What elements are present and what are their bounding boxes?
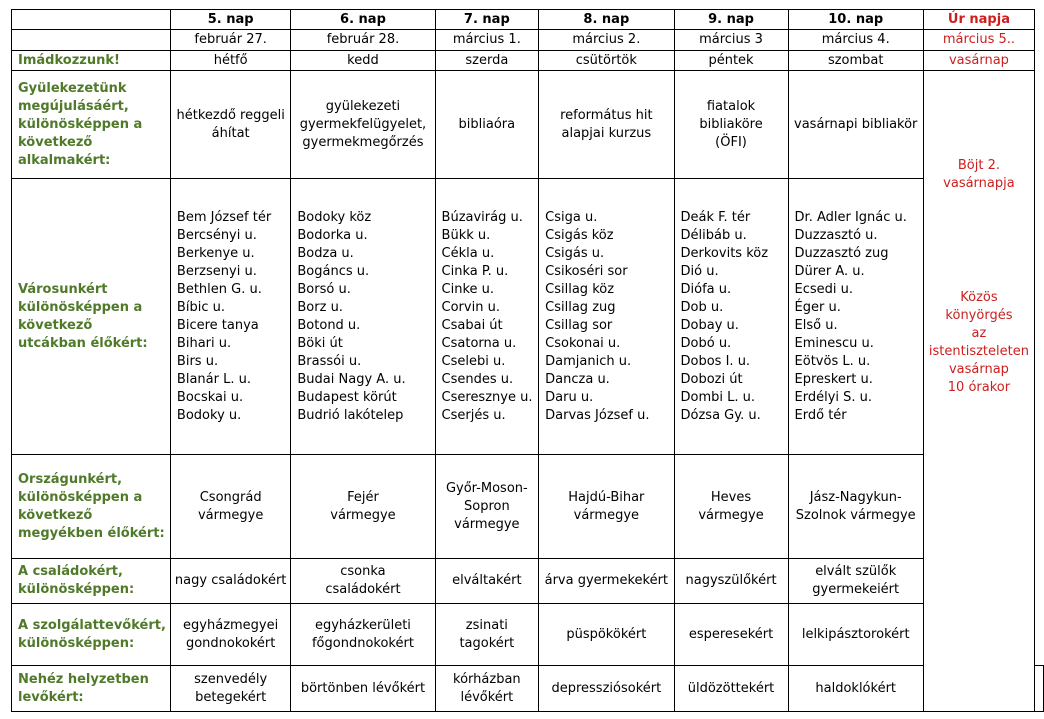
servants-label <box>12 604 171 666</box>
street-name: Budapest körút <box>297 389 397 405</box>
street-name: Cékla u. <box>441 245 495 261</box>
row-label-line: különösképpen a <box>18 299 143 315</box>
gathering-cell <box>539 71 674 179</box>
cell-line: vármegye <box>573 507 640 523</box>
joint-prayer-line: istentiszteleten <box>928 344 1029 359</box>
street-name: Borsó u. <box>297 281 351 297</box>
street-name: Erdő tér <box>794 407 847 423</box>
row-label-line: megyékben élőkért: <box>18 525 165 541</box>
day-header: 10. nap <box>788 10 923 30</box>
street-name: Budrió lakótelep <box>297 407 404 423</box>
street-name: Dr. Adler Ignác u. <box>794 209 907 225</box>
day-header: 7. nap <box>435 10 539 30</box>
cell-line: vármegye <box>454 516 520 532</box>
street-name: Daru u. <box>545 389 594 405</box>
street-name: Dancza u. <box>545 371 610 387</box>
cell-line: Jász-Nagykun- <box>809 489 902 505</box>
row-label-line: utcákban élőkért: <box>18 335 148 351</box>
date-cell: március 1. <box>435 30 539 51</box>
gathering-cell <box>170 71 290 179</box>
cell-line: alapjai kurzus <box>561 125 652 141</box>
street-name: Bocskai u. <box>176 389 244 405</box>
street-name: Deák F. tér <box>680 209 751 225</box>
street-list-cell <box>435 179 539 455</box>
gathering-cell <box>674 71 788 179</box>
row-label-line: A szolgálattevőkért, <box>18 617 166 633</box>
cell-line: főgondnokokért <box>311 635 414 651</box>
street-name: Duzzasztó zug <box>794 245 889 261</box>
cell-line: kórházban <box>453 671 521 687</box>
street-name: Csigás u. <box>545 245 605 261</box>
intro-label: Imádkozzunk! <box>12 51 171 71</box>
street-list-cell <box>291 179 435 455</box>
cell-line: gondnokokért <box>185 635 276 651</box>
cell-line: Heves <box>710 489 752 505</box>
cell-line: Győr-Moson- <box>445 480 528 496</box>
street-name: Bethlen G. u. <box>176 281 262 297</box>
street-list-cell <box>788 179 923 455</box>
hardship-cell <box>170 666 290 712</box>
street-name: Bodza u. <box>297 245 354 261</box>
joint-prayer-line: vasárnap <box>948 362 1009 377</box>
date-row-label <box>12 30 171 51</box>
street-name: Búzavirág u. <box>441 209 523 225</box>
family-cell <box>435 559 539 604</box>
street-name: Blanár L. u. <box>176 371 251 387</box>
cell-line: Hajdú-Bihar <box>568 489 645 505</box>
street-name: Csokonai u. <box>545 335 621 351</box>
row-label-line: következő <box>18 507 93 523</box>
date-cell: február 28. <box>291 30 435 51</box>
cell-line: árva gyermekekért <box>544 573 669 588</box>
sunday-last-cell <box>1035 666 1044 712</box>
servants-row <box>12 604 1044 666</box>
row-label-line: alkalmakért: <box>18 152 111 168</box>
street-name: Duzzasztó u. <box>794 227 878 243</box>
cell-line: bibliaóra <box>458 116 516 132</box>
hardship-label <box>12 666 171 712</box>
joint-prayer-line: 10 órakor <box>947 380 1011 395</box>
street-name: Első u. <box>794 317 838 333</box>
counties-row <box>12 455 1044 559</box>
street-name: Éger u. <box>794 299 841 315</box>
gatherings-row <box>12 71 1044 179</box>
street-name: Bem József tér <box>176 209 272 225</box>
cell-line: egyházkerületi <box>314 617 411 633</box>
row-label-line: különösképpen a <box>18 489 143 505</box>
joint-prayer-line: könyörgés <box>945 308 1013 323</box>
cell-line: vasárnapi bibliakör <box>794 116 918 132</box>
street-name: Bodoky köz <box>297 209 372 225</box>
street-name: Bicere tanya <box>176 317 259 333</box>
street-name: Ecsedi u. <box>794 281 854 297</box>
street-name: Csillag zug <box>545 299 616 315</box>
cell-line: elváltakért <box>452 573 522 588</box>
street-name: Csiga u. <box>545 209 598 225</box>
hardship-cell <box>788 666 923 712</box>
street-name: Damjanich u. <box>545 353 632 369</box>
row-label-line: következő <box>18 317 93 333</box>
weekday-row <box>12 51 1044 71</box>
street-name: Eötvös L. u. <box>794 353 871 369</box>
day-header: 6. nap <box>291 10 435 30</box>
cell-line: nagyszülőkért <box>685 573 777 588</box>
street-name: Csillag sor <box>545 317 613 333</box>
date-cell: március 2. <box>539 30 674 51</box>
weekday-cell: péntek <box>674 51 788 71</box>
family-cell <box>674 559 788 604</box>
street-name: Csendes u. <box>441 371 514 387</box>
cell-line: betegekért <box>195 689 267 705</box>
cell-line: püspökökért <box>566 626 647 642</box>
row-label-line: következő <box>18 134 93 150</box>
sunday-joint-prayer <box>924 289 1034 397</box>
cell-line: haldoklókért <box>815 680 897 696</box>
day-header: 9. nap <box>674 10 788 30</box>
cell-line: gyülekezeti <box>325 98 401 114</box>
street-name: Dob u. <box>680 299 724 315</box>
counties-label <box>12 455 171 559</box>
row-label-line: különösképpen: <box>18 582 135 597</box>
sunday-special-text: Böjt 2. vasárnapja <box>943 158 1015 191</box>
families-label <box>12 559 171 604</box>
cell-line: Sopron <box>463 498 510 514</box>
county-cell <box>435 455 539 559</box>
cell-line: lévőkért <box>460 689 514 705</box>
streets-label <box>12 179 171 455</box>
cell-line: csonka <box>340 564 386 579</box>
street-name: Dürer A. u. <box>794 263 865 279</box>
servant-cell <box>539 604 674 666</box>
hardship-cell <box>539 666 674 712</box>
cell-line: szenvedély <box>194 671 268 687</box>
cell-line: családokért <box>325 582 401 597</box>
county-cell <box>539 455 674 559</box>
street-name: Csigás köz <box>545 227 614 243</box>
date-cell: március 4. <box>788 30 923 51</box>
corner-cell <box>12 10 171 30</box>
street-name: Borz u. <box>297 299 343 315</box>
family-cell <box>539 559 674 604</box>
county-cell <box>674 455 788 559</box>
cell-line: gyermekmegőrzés <box>302 134 424 150</box>
cell-line: lelkipásztorokért <box>801 626 910 642</box>
street-name: Dobozi út <box>680 371 743 387</box>
street-name: Csillag köz <box>545 281 615 297</box>
street-name: Birs u. <box>176 353 219 369</box>
date-row <box>12 30 1044 51</box>
street-name: Brassói u. <box>297 353 362 369</box>
day-header: 5. nap <box>170 10 290 30</box>
street-name: Bogáncs u. <box>297 263 370 279</box>
street-name: Berkenye u. <box>176 245 255 261</box>
row-label-line: levőkért: <box>18 689 84 705</box>
weekday-cell: kedd <box>291 51 435 71</box>
hardship-cell <box>435 666 539 712</box>
date-cell: február 27. <box>170 30 290 51</box>
cell-line: vármegye <box>197 507 264 523</box>
cell-line: gyermekfelügyelet, <box>299 116 427 132</box>
gatherings-label <box>12 71 171 179</box>
cell-line: gyermekeiért <box>812 582 900 597</box>
row-label-line: megújulásáért, <box>18 98 129 114</box>
cell-line: áhítat <box>211 125 250 141</box>
cell-line: tagokért <box>459 635 515 651</box>
street-name: Budai Nagy A. u. <box>297 371 406 387</box>
row-label-line: Gyülekezetünk <box>18 80 127 96</box>
row-label-line: Városunkért <box>18 281 108 297</box>
family-cell <box>291 559 435 604</box>
cell-line: Fejér <box>347 489 379 505</box>
gathering-cell <box>291 71 435 179</box>
sunday-merged-cell <box>923 71 1034 712</box>
street-name: Epreskert u. <box>794 371 873 387</box>
weekday-cell: hétfő <box>170 51 290 71</box>
county-cell <box>788 455 923 559</box>
gathering-cell <box>435 71 539 179</box>
weekday-cell: csütörtök <box>539 51 674 71</box>
hardship-cell <box>674 666 788 712</box>
street-name: Darvas József u. <box>545 407 650 423</box>
street-name: Csatorna u. <box>441 335 517 351</box>
row-label-line: Nehéz helyzetben <box>18 671 149 687</box>
street-name: Bercsényi u. <box>176 227 257 243</box>
servant-cell <box>435 604 539 666</box>
street-name: Dobay u. <box>680 317 739 333</box>
street-name: Bodorka u. <box>297 227 368 243</box>
families-row <box>12 559 1044 604</box>
streets-row <box>12 179 1044 455</box>
cell-line: Csongrád <box>199 489 262 505</box>
street-name: Dobó u. <box>680 335 732 351</box>
family-cell <box>788 559 923 604</box>
cell-line: elvált szülők <box>815 564 897 579</box>
joint-prayer-line: Közös <box>960 290 998 305</box>
street-name: Botond u. <box>297 317 361 333</box>
cell-line: zsinati <box>465 617 508 633</box>
street-name: Dombi L. u. <box>680 389 756 405</box>
prayer-schedule-table <box>11 9 1044 712</box>
servant-cell <box>674 604 788 666</box>
street-name: Erdélyi S. u. <box>794 389 873 405</box>
street-name: Corvin u. <box>441 299 500 315</box>
sunday-weekday-cell: vasárnap <box>923 51 1034 71</box>
street-name: Bíbic u. <box>176 299 225 315</box>
cell-line: vármegye <box>330 507 396 523</box>
street-name: Délibáb u. <box>680 227 747 243</box>
street-name: Cselebi u. <box>441 353 506 369</box>
street-name: Derkovits köz <box>680 245 769 261</box>
row-label-line: különösképpen: <box>18 635 135 651</box>
family-cell <box>170 559 290 604</box>
street-name: Dió u. <box>680 263 719 279</box>
row-label-line: különösképpen a <box>18 116 143 132</box>
street-list-cell <box>674 179 788 455</box>
street-name: Bodoky u. <box>176 407 242 423</box>
street-name: Cseresznye u. <box>441 389 533 405</box>
street-name: Böki út <box>297 335 343 351</box>
cell-line: fiatalok <box>706 98 756 114</box>
weekday-cell: szombat <box>788 51 923 71</box>
cell-line: református hit <box>560 107 653 123</box>
street-name: Eminescu u. <box>794 335 874 351</box>
street-name: Diófa u. <box>680 281 732 297</box>
cell-line: depressziósokért <box>551 680 662 696</box>
street-list-cell <box>170 179 290 455</box>
street-name: Bihari u. <box>176 335 232 351</box>
street-name: Dózsa Gy. u. <box>680 407 761 423</box>
street-name: Csabai út <box>441 317 503 333</box>
county-cell <box>170 455 290 559</box>
row-label-line: A családokért, <box>18 564 123 579</box>
servant-cell <box>170 604 290 666</box>
cell-line: börtönben lévőkért <box>300 680 426 696</box>
street-name: Cserjés u. <box>441 407 506 423</box>
hardship-row <box>12 666 1044 712</box>
street-name: Berzsenyi u. <box>176 263 257 279</box>
servant-cell <box>291 604 435 666</box>
cell-line: vármegye <box>698 507 764 523</box>
cell-line: esperesekért <box>688 626 774 642</box>
sunday-date-cell: március 5.. <box>923 30 1034 51</box>
street-list-cell <box>539 179 674 455</box>
day-number-row <box>12 10 1044 30</box>
cell-line: nagy családokért <box>174 573 287 588</box>
cell-line: üldözöttekért <box>687 680 775 696</box>
date-cell: március 3 <box>674 30 788 51</box>
joint-prayer-line: az <box>971 326 987 341</box>
servant-cell <box>788 604 923 666</box>
weekday-cell: szerda <box>435 51 539 71</box>
cell-line: (ÖFI) <box>715 134 747 150</box>
cell-line: bibliaköre <box>699 116 763 132</box>
cell-line: egyházmegyei <box>183 617 279 633</box>
street-name: Csikoséri sor <box>545 263 628 279</box>
county-cell <box>291 455 435 559</box>
gathering-cell <box>788 71 923 179</box>
cell-line: hétkezdő reggeli <box>176 107 285 123</box>
street-name: Bükk u. <box>441 227 491 243</box>
street-name: Cinke u. <box>441 281 495 297</box>
hardship-cell <box>291 666 435 712</box>
day-header: 8. nap <box>539 10 674 30</box>
street-name: Dobos I. u. <box>680 353 751 369</box>
cell-line: Szolnok vármegye <box>795 507 916 523</box>
row-label-line: Országunkért, <box>18 471 123 487</box>
street-name: Cinka P. u. <box>441 263 509 279</box>
sunday-header: Úr napja <box>923 10 1034 30</box>
